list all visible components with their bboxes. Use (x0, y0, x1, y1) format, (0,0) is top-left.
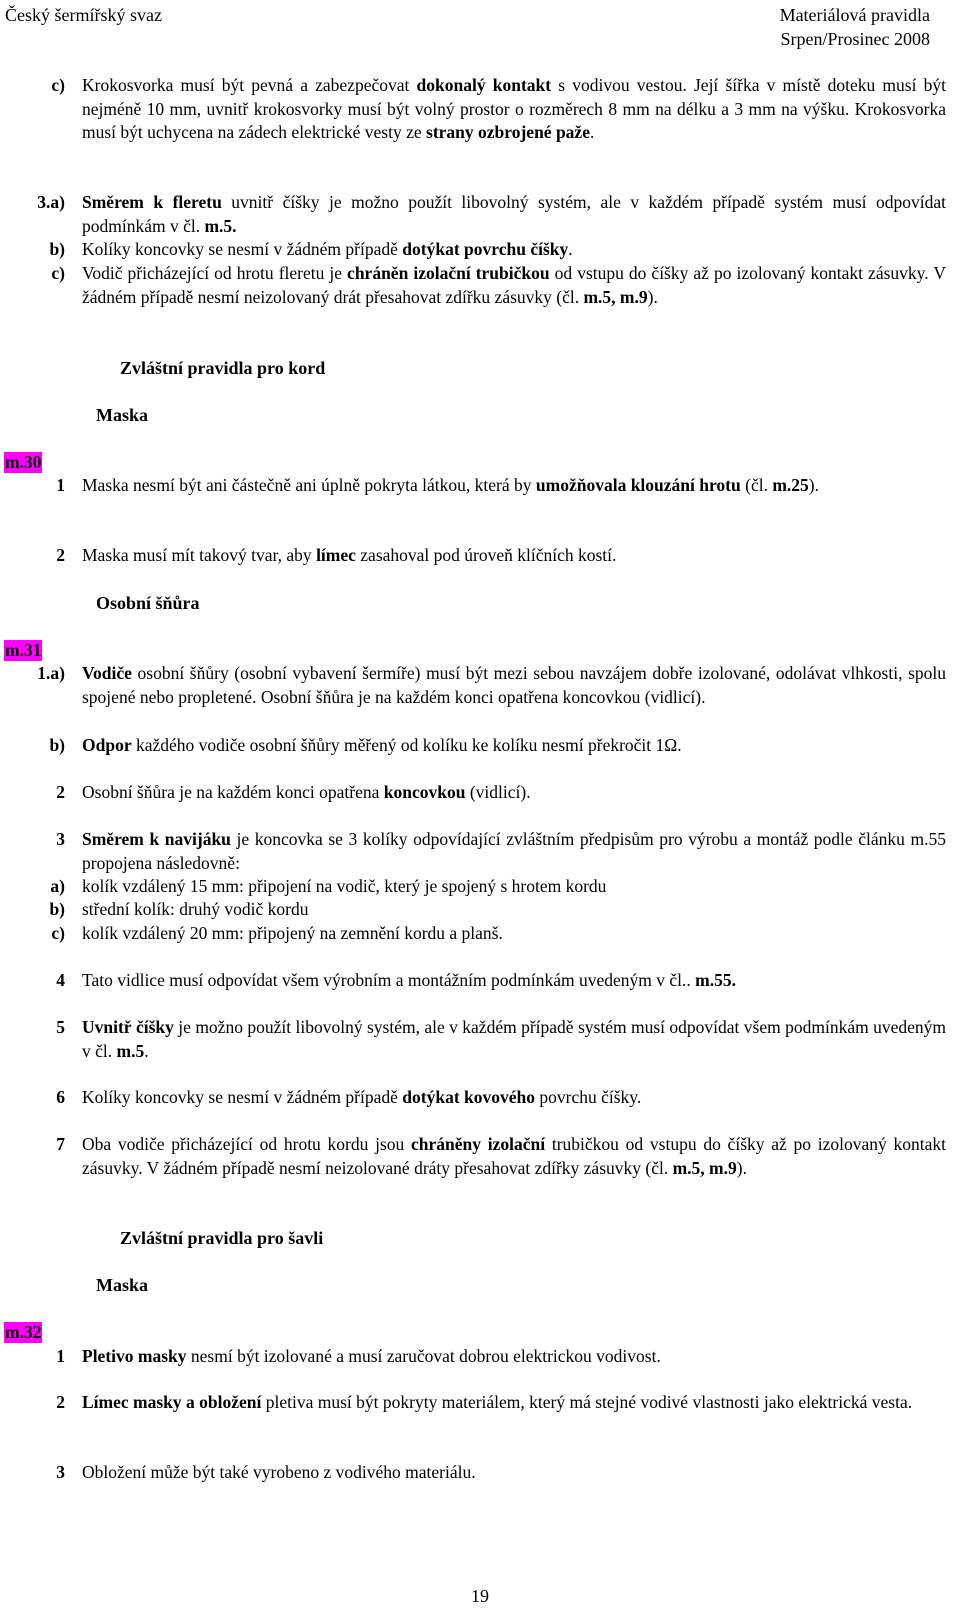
paragraph-row (0, 1391, 946, 1415)
emphasis-text: Směrem k navijáku (82, 829, 231, 849)
text-run: . (568, 239, 573, 259)
emphasis-text: chráněn izolační trubičkou (347, 263, 550, 283)
text-run: Obložení může být také vyrobeno z vodivého materiálu. (82, 1462, 476, 1482)
section-heading-savle: Zvláštní pravidla pro šavli (120, 1228, 324, 1248)
paragraph-row (0, 262, 946, 309)
paragraph-row (0, 1461, 946, 1485)
paragraph-label: 3 (56, 829, 65, 849)
text-run: je možno použít libovolný systém, ale v každém případě systém musí odpovídat všem podmínkám uvedeným v čl. (82, 1017, 947, 1061)
text-run: (vidlicí). (465, 782, 531, 802)
text-run: ). (736, 1157, 747, 1178)
section-heading-kord: Zvláštní pravidla pro kord (120, 358, 326, 378)
text-run: kolík vzdálený 15 mm: připojení na vodič, který je spojený s hrotem kordu (82, 876, 607, 896)
emphasis-text: Vodiče (82, 663, 132, 683)
text-run: Osobní šňůra je na každém konci opatřena (82, 782, 384, 802)
paragraph-label: 3.a) (37, 192, 65, 212)
text-run: od vstupu do číšky až po izolovaný kontakt zásuvky. V žádném případě nesmí neizolovaný drát přesahovat zdířku zásuvky (čl. (82, 263, 946, 307)
emphasis-text: umožňovala klouzání hrotu (535, 475, 741, 495)
paragraph-label: b) (49, 899, 65, 919)
emphasis-text: Odpor (82, 735, 132, 755)
paragraph-text (82, 1016, 946, 1063)
paragraph-m31-2 (0, 781, 946, 805)
emphasis-text: m.5, m.9 (583, 286, 648, 307)
paragraph-text (82, 238, 946, 262)
paragraph-m31-7 (0, 1133, 946, 1180)
text-run: Vodič přicházející od hrotu fleretu je (82, 263, 348, 283)
emphasis-text: dokonalý kontakt (416, 75, 552, 95)
paragraph-label: c) (51, 75, 65, 95)
paragraph-text (82, 1461, 946, 1485)
subheading-maska: Maska (96, 405, 149, 425)
paragraph-row (0, 191, 946, 238)
paragraph-m31-3b (0, 898, 946, 922)
text-run: Krokosvorka musí být pevná a zabezpečovat (82, 75, 417, 95)
header-organization: Český šermířský svaz (5, 5, 162, 25)
article-marker-m31: m.31 (5, 640, 42, 660)
text-run: . (589, 122, 595, 142)
emphasis-text: koncovkou (383, 782, 466, 802)
paragraph-m31-3 (0, 828, 946, 875)
subheading-maska-savle: Maska (96, 1275, 149, 1295)
paragraph-m32-3 (0, 1461, 946, 1485)
paragraph-text (82, 828, 946, 875)
paragraph-label: b) (49, 239, 65, 259)
paragraph-row (0, 828, 946, 875)
text-run: je koncovka se 3 kolíky odpovídající zvláštním předpisům pro výrobu a montáž podle článku m.55 propojena následovně: (82, 829, 946, 873)
text-run: uvnitř číšky je možno použít libovolný systém, ale v každém případě systém musí odpovídat podmínkám v čl. (82, 192, 946, 236)
emphasis-text: m.55. (695, 970, 736, 990)
header-date: Srpen/Prosinec 2008 (780, 29, 930, 49)
paragraph-m30-2 (0, 544, 946, 568)
paragraph-text (82, 922, 946, 946)
text-run: kolík vzdálený 20 mm: připojený na zemnění kordu a planš. (82, 923, 503, 943)
paragraph-row (0, 781, 946, 805)
paragraph-m32-2 (0, 1391, 946, 1415)
paragraph-label: 5 (56, 1017, 65, 1037)
text-run: Tato vidlice musí odpovídat všem výrobním a montážním podmínkám uvedeným v čl.. (82, 970, 696, 990)
text-run: (čl. (740, 475, 773, 495)
paragraph-row (0, 875, 946, 899)
paragraph-label: 1.a) (37, 663, 65, 683)
text-run: Oba vodiče přicházející od hrotu kordu jsou (82, 1134, 412, 1154)
paragraph-text (82, 734, 946, 758)
subheading-osobni-snura: Osobní šňůra (96, 593, 200, 613)
text-run: střední kolík: druhý vodič kordu (82, 899, 309, 919)
paragraph-3b (0, 238, 946, 262)
paragraph-3c (0, 262, 946, 309)
text-run: každého vodiče osobní šňůry měřený od kolíku ke kolíku nesmí překročit 1Ω. (131, 735, 682, 755)
emphasis-text: strany ozbrojené paže (426, 122, 590, 142)
paragraph-label: 4 (56, 970, 65, 990)
emphasis-text: Pletivo masky (82, 1346, 187, 1366)
paragraph-row (0, 922, 946, 946)
emphasis-text: límec (316, 545, 356, 565)
text-run: pletiva musí být pokryty materiálem, který má stejné vodivé vlastnosti jako elektrická vesta. (261, 1392, 913, 1412)
emphasis-text: dotýkat kovového (402, 1087, 536, 1107)
paragraph-row (0, 238, 946, 262)
emphasis-text: chráněny izolační (411, 1134, 546, 1154)
emphasis-text: m.5. (204, 215, 237, 236)
paragraph-row (0, 544, 946, 568)
text-run: Kolíky koncovky se nesmí v žádném případě (82, 1087, 403, 1107)
article-marker-m30: m.30 (5, 452, 42, 472)
paragraph-text (82, 474, 946, 498)
text-run: nesmí být izolované a musí zaručovat dobrou elektrickou vodivost. (186, 1346, 661, 1366)
text-run: Maska musí mít takový tvar, aby (82, 545, 317, 565)
emphasis-text: m.5, m.9 (672, 1157, 737, 1178)
paragraph-text (82, 662, 946, 709)
text-run: Kolíky koncovky se nesmí v žádném případě (82, 239, 403, 259)
paragraph-text (82, 1133, 946, 1180)
paragraph-row (0, 1133, 946, 1180)
paragraph-label: 7 (56, 1134, 65, 1154)
paragraph-label: 3 (56, 1462, 65, 1482)
paragraph-row (0, 74, 946, 145)
paragraph-label: 1 (56, 475, 65, 495)
text-run: zasahoval pod úroveň klíčních kostí. (355, 545, 617, 565)
paragraph-m31-5 (0, 1016, 946, 1063)
emphasis-text: dotýkat povrchu číšky (402, 239, 569, 259)
paragraph-label: 2 (56, 545, 65, 565)
paragraph-m31-1a (0, 662, 946, 709)
paragraph-row (0, 734, 946, 758)
article-marker-m32: m.32 (5, 1322, 42, 1342)
paragraph-text (82, 781, 946, 805)
emphasis-text: m.5 (116, 1040, 145, 1061)
paragraph-m31-6 (0, 1086, 946, 1110)
paragraph-text (82, 875, 946, 899)
text-run: ). (647, 286, 658, 307)
emphasis-text: Límec masky a obložení (82, 1392, 262, 1412)
paragraph-text (82, 191, 946, 238)
paragraph-text (82, 1345, 946, 1369)
paragraph-m31-3c (0, 922, 946, 946)
paragraph-text (82, 1086, 946, 1110)
paragraph-m31-3a (0, 875, 946, 899)
paragraph-row (0, 898, 946, 922)
page-number: 19 (471, 1586, 489, 1606)
text-run: trubičkou od vstupu do číšky až po izolovaný kontakt zásuvky. V žádném případě nesmí neizolované dráty přesahovat zdířky zásuvky (čl. (82, 1134, 946, 1178)
text-run: povrchu číšky. (535, 1087, 642, 1107)
paragraph-m32-1 (0, 1345, 946, 1369)
paragraph-label: a) (50, 876, 65, 896)
paragraph-text (82, 898, 946, 922)
paragraph-label: 6 (56, 1087, 65, 1107)
paragraph-m30-1 (0, 474, 946, 498)
paragraph-label: 2 (56, 782, 65, 802)
paragraph-label: c) (51, 923, 65, 943)
paragraph-label: 1 (56, 1346, 65, 1366)
text-run: . (144, 1040, 149, 1061)
paragraph-row (0, 1086, 946, 1110)
header-document-name: Materiálová pravidla (779, 5, 930, 25)
paragraph-label: b) (49, 735, 65, 755)
emphasis-text: Uvnitř číšky (82, 1017, 174, 1037)
paragraph-c-croc (0, 74, 946, 145)
paragraph-row (0, 662, 946, 709)
emphasis-text: m.25 (772, 475, 809, 495)
paragraph-text (82, 74, 946, 145)
header-title (780, 3, 930, 51)
paragraph-label: c) (51, 263, 65, 283)
paragraph-row (0, 1345, 946, 1369)
text-run: Maska nesmí být ani částečně ani úplně pokryta látkou, která by (82, 475, 536, 495)
text-run: s vodivou vestou. Její šířka v místě doteku musí být nejméně 10 mm, uvnitř krokosvorky musí být volný prostor o rozměrech 8 mm na délku a 3 mm na výšku. Krokosvorka musí být uchycena na zádech elektrické vesty ze (82, 75, 946, 142)
text-run: osobní šňůry (osobní vybavení šermíře) musí být mezi sebou navzájem dobře izolované, odolávat vlhkosti, spolu spojené nebo propletené. Osobní šňůra je na každém konci opatřena koncovkou (vidlicí). (82, 663, 946, 707)
paragraph-3a (0, 191, 946, 238)
paragraph-text (82, 969, 946, 993)
paragraph-text (82, 262, 946, 309)
paragraph-row (0, 1016, 946, 1063)
paragraph-text (82, 544, 946, 568)
text-run: ). (808, 475, 819, 495)
paragraph-row (0, 474, 946, 498)
paragraph-label: 2 (56, 1392, 65, 1412)
paragraph-m31-4 (0, 969, 946, 993)
emphasis-text: Směrem k fleretu (82, 192, 222, 212)
paragraph-m31-1b (0, 734, 946, 758)
paragraph-text (82, 1391, 946, 1415)
paragraph-row (0, 969, 946, 993)
